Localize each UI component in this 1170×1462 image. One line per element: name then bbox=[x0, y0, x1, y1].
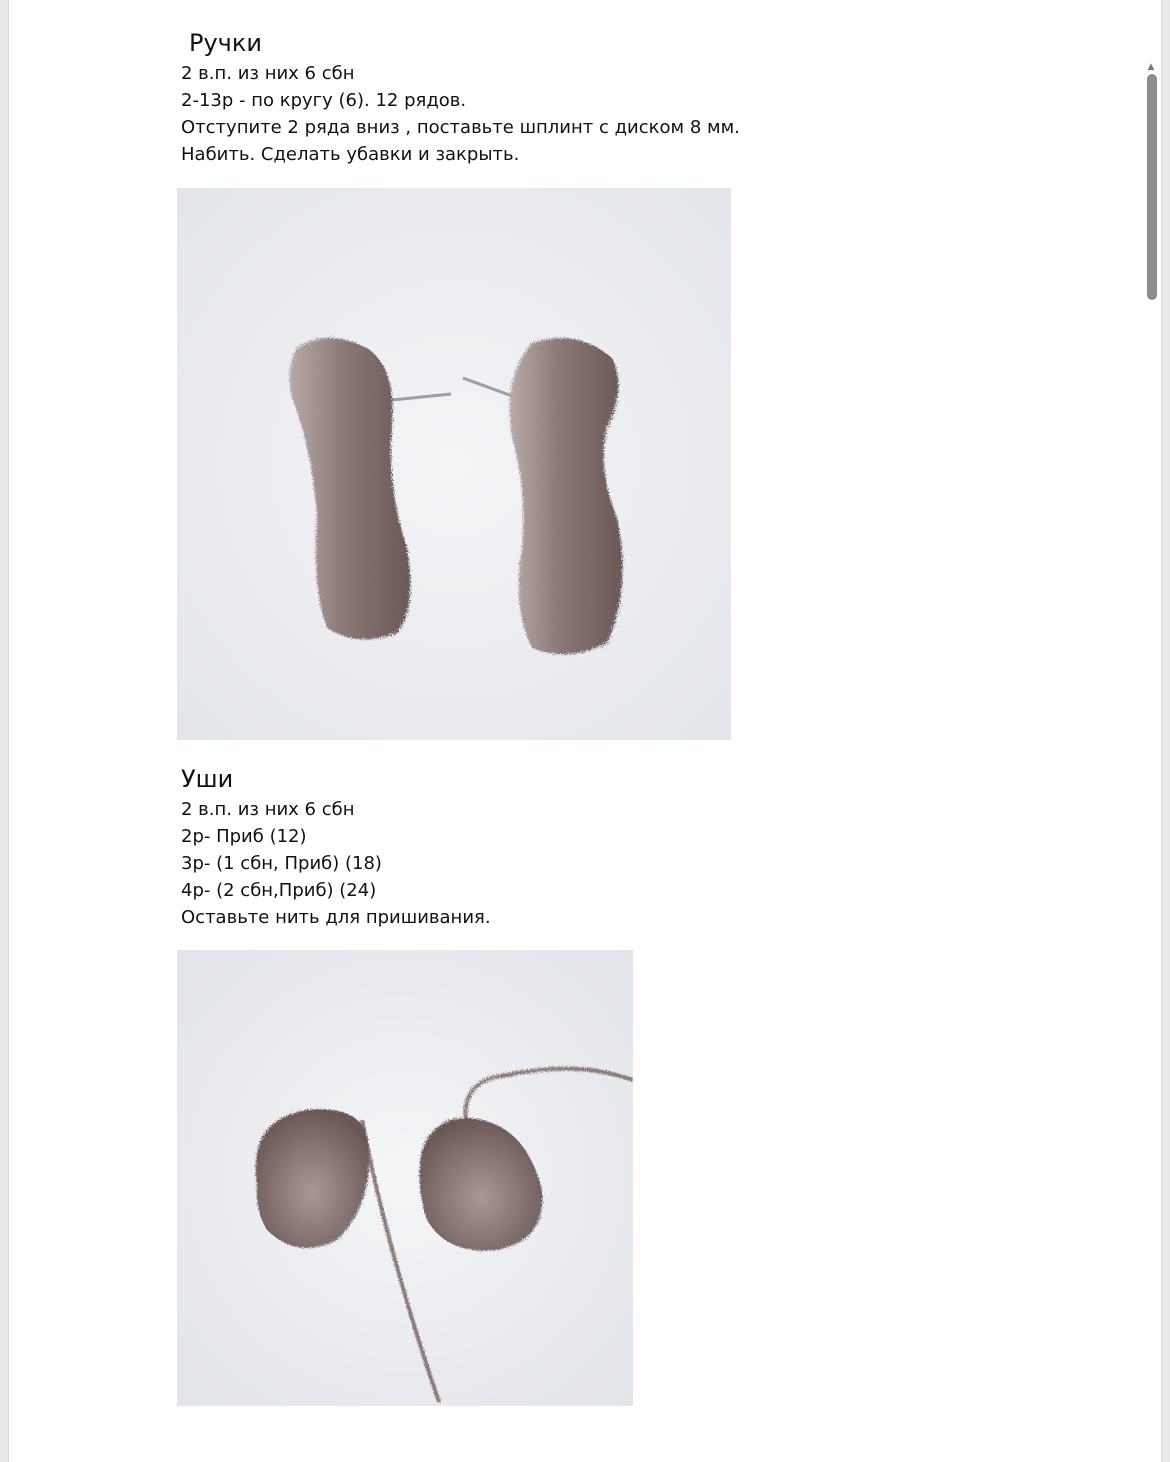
ears-line-4: 4р- (2 сбн,Приб) (24) bbox=[181, 880, 377, 901]
ears-line-1: 2 в.п. из них 6 сбн bbox=[181, 799, 355, 820]
ears-line-5: Оставьте нить для пришивания. bbox=[181, 907, 491, 928]
document-page bbox=[8, 0, 1162, 1462]
arms-line-4: Набить. Сделать убавки и закрыть. bbox=[181, 144, 520, 165]
ears-line-2: 2р- Приб (12) bbox=[181, 826, 307, 847]
arms-photo bbox=[177, 188, 731, 740]
arms-title: Ручки bbox=[189, 29, 262, 57]
arms-section bbox=[181, 28, 740, 168]
scrollbar-thumb[interactable] bbox=[1147, 74, 1157, 300]
arms-line-3: Отступите 2 ряда вниз , поставьте шплинт с диском 8 мм. bbox=[181, 117, 740, 138]
arms-line-2: 2-13р - по кругу (6). 12 рядов. bbox=[181, 90, 467, 111]
ears-photo bbox=[177, 950, 633, 1406]
ears-section bbox=[181, 764, 491, 931]
ears-line-3: 3р- (1 сбн, Приб) (18) bbox=[181, 853, 382, 874]
chevron-up-icon[interactable]: ▲ bbox=[1147, 62, 1155, 72]
arms-line-1: 2 в.п. из них 6 сбн bbox=[181, 63, 355, 84]
ears-title: Уши bbox=[181, 765, 234, 793]
